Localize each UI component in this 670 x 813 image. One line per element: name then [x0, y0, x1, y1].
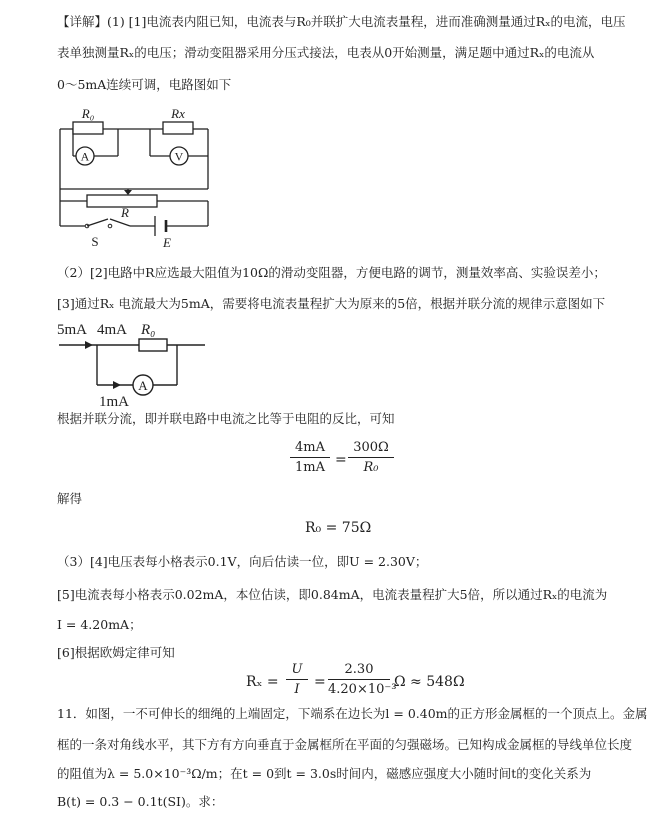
total-current-label: 5mA — [57, 322, 87, 338]
battery-label: E — [163, 235, 171, 250]
eq3-lhs: Rₓ = — [246, 674, 279, 690]
answer-line-1: 【详解】(1) [1]电流表内阻已知，电流表与R₀并联扩大电流表量程，进而准确测量通过Rₓ的电流，电压 — [57, 14, 626, 29]
r0-label: R₀ — [81, 106, 95, 121]
rheostat-label: R — [121, 205, 129, 220]
answer-line-4: （2）[2]电路中R应选最大阻值为10Ω的滑动变阻器，方便电路的调节，测量效率高、实验误差小； — [57, 265, 606, 280]
r0-resistor — [73, 122, 103, 134]
eq3-den-1: I — [294, 682, 300, 697]
answer-line-11: [6]根据欧姆定律可知 — [57, 645, 175, 660]
eq1-fraction-right — [348, 440, 394, 475]
r0-label: R₀ — [141, 322, 156, 338]
answer-line-5: [3]通过Rₓ 电流最大为5mA，需要将电流表量程扩大为原来的5倍，根据并联分流的规律示意图如下 — [57, 296, 606, 311]
eq2: R₀ = 75Ω — [305, 520, 372, 536]
eq1-den-left: 1mA — [295, 460, 325, 475]
switch-label: S — [91, 234, 99, 249]
answer-line-10: I = 4.20mA； — [57, 617, 142, 632]
rx-label: Rx — [171, 106, 185, 121]
problem-line-2: 框的一条对角线水平，其下方有方向垂直于金属框所在平面的匀强磁场。已知构成金属框的导线单位长度 — [57, 737, 633, 752]
rx-resistor — [163, 122, 193, 134]
eq1-den-right: R₀ — [363, 460, 379, 475]
answer-line-3: 0～5mA连续可调，电路图如下 — [57, 77, 232, 92]
eq3-num-2: 2.30 — [328, 662, 390, 680]
branch-current-label: 4mA — [97, 322, 127, 338]
answer-line-9: [5]电流表每小格表示0.02mA，本位估读，即0.84mA，电流表量程扩大5倍，所以通过Rₓ的电流为 — [57, 587, 608, 602]
answer-line-2: 表单独测量Rₓ的电压；滑动变阻器采用分压式接法，电表从0开始测量，满足题中通过Rₓ的电流从 — [57, 45, 595, 60]
battery-icon — [155, 216, 166, 236]
eq3-equals: = — [314, 674, 326, 690]
eq3-num-1: U — [286, 662, 308, 680]
ammeter-label: A — [80, 149, 90, 164]
eq3-fraction-2 — [328, 662, 397, 697]
problem-line-3: 的阻值为λ = 5.0×10⁻³Ω/m；在t = 0到t = 3.0s时间内，磁感应强度大小随时间t的变化关系为 — [57, 766, 592, 781]
answer-line-6: 根据并联分流，即并联电路中电流之比等于电阻的反比，可知 — [57, 411, 395, 426]
eq1-num-left: 4mA — [290, 440, 330, 458]
eq1-fraction-left — [290, 440, 330, 475]
answer-line-7: 解得 — [57, 491, 83, 506]
circuit-diagram-2 — [55, 320, 225, 410]
problem-line-4: B(t) = 0.3 − 0.1t(SI)。求： — [57, 794, 224, 809]
eq3-fraction-1 — [286, 662, 308, 697]
problem-line-1: 11．如图，一不可伸长的细绳的上端固定，下端系在边长为l = 0.40m的正方形金属框的一个顶点上。金属 — [57, 706, 648, 721]
circuit-diagram-1 — [50, 100, 230, 258]
r0-resistor — [139, 339, 167, 351]
voltmeter-label: V — [174, 149, 184, 164]
meter-current-label: 1mA — [99, 394, 129, 410]
eq3-den-2: 4.20×10⁻³ — [328, 682, 397, 697]
ammeter-label: A — [138, 378, 148, 393]
answer-line-8: （3）[4]电压表每小格表示0.1V，向后估读一位，即U = 2.30V； — [57, 554, 428, 569]
eq1-equals: = — [335, 452, 347, 468]
eq3-rhs: Ω ≈ 548Ω — [394, 674, 465, 690]
eq1-num-right: 300Ω — [348, 440, 394, 458]
